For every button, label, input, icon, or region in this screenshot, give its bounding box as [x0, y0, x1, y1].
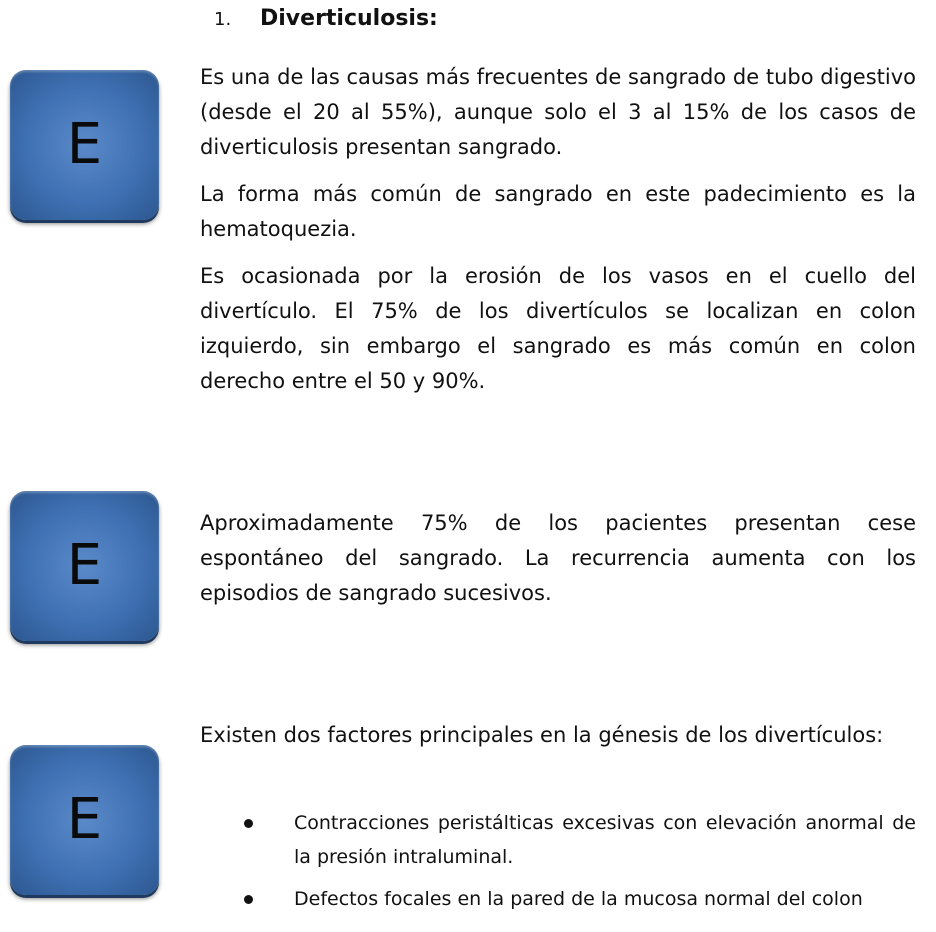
heading-number: 1.: [214, 9, 232, 30]
paragraph: Existen dos factores principales en la génesis de los divertículos:: [200, 723, 884, 747]
section-text: [200, 60, 916, 399]
bullet-text: Contracciones peristálticas excesivas con elevación anormal de la presión intraluminal.: [294, 812, 916, 868]
list-item: [244, 806, 916, 874]
paragraph: Es ocasionada por la erosión de los vasos en el cuello del divertículo. El 75% de los divertículos se localizan en colon izquierdo, sin embargo el sangrado es más común en colon derecho entre el 50 y 90%.: [200, 264, 916, 393]
bullet-text: Defectos focales en la pared de la mucosa normal del colon: [294, 888, 863, 910]
section-text: [200, 718, 916, 753]
paragraph: La forma más común de sangrado en este padecimiento es la hematoquezia.: [200, 182, 916, 241]
bullet-list: [244, 806, 916, 924]
evidence-badge: [10, 745, 159, 895]
badge-letter: E: [66, 533, 103, 598]
paragraph: Aproximadamente 75% de los pacientes presentan cese espontáneo del sangrado. La recurrencia aumenta con los episodios de sangrado sucesivos.: [200, 511, 916, 605]
evidence-badge: [10, 491, 159, 641]
heading-title: Diverticulosis:: [260, 6, 438, 31]
section-text: [200, 506, 916, 611]
section-heading: [214, 6, 438, 31]
badge-letter: E: [66, 787, 103, 852]
list-item: [244, 882, 916, 916]
evidence-badge: [10, 70, 159, 220]
paragraph: Es una de las causas más frecuentes de sangrado de tubo digestivo (desde el 20 al 55%), aunque solo el 3 al 15% de los casos de diverticulosis presentan sangrado.: [200, 65, 916, 159]
bullet-icon: [244, 819, 253, 828]
bullet-icon: [244, 895, 253, 904]
badge-letter: E: [66, 112, 103, 177]
